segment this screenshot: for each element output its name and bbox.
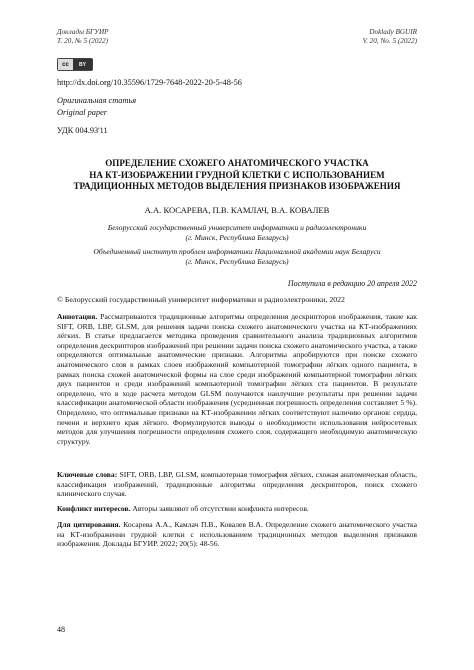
by-icon: BY	[73, 59, 92, 70]
citation-label: Для цитирования.	[57, 520, 121, 529]
affiliation-location: (г. Минск, Республика Беларусь)	[185, 256, 289, 266]
received-date: Поступила в редакцию 20 апреля 2022	[287, 279, 417, 288]
affiliation-2	[57, 247, 417, 267]
abstract	[57, 312, 417, 446]
keywords	[57, 470, 417, 499]
conflict-of-interest	[57, 504, 417, 514]
title-line: НА КТ-ИЗОБРАЖЕНИИ ГРУДНОЙ КЛЕТКИ С ИСПОЛЬЗОВАНИЕМ	[89, 169, 385, 180]
keywords-label: Ключевые слова:	[57, 470, 118, 479]
authors-line: А.А. КОСАРЕВА, П.В. КАМЛАЧ, В.А. КОВАЛЕВ	[144, 205, 330, 215]
title-line: ОПРЕДЕЛЕНИЕ СХОЖЕГО АНАТОМИЧЕСКОГО УЧАСТКА	[105, 158, 369, 168]
title-line: ТРАДИЦИОННЫХ МЕТОДОВ ВЫДЕЛЕНИЯ ПРИЗНАКОВ ИЗОБРАЖЕНИЯ	[73, 181, 401, 192]
abstract-label: Аннотация.	[57, 312, 98, 321]
article-type	[57, 95, 136, 119]
conflict-text: Авторы заявляют об отсутствии конфликта интересов.	[130, 504, 309, 513]
affiliation-name: Белорусский государственный университет информатики и радиоэлектроники	[107, 223, 367, 232]
journal-title-en: Doklady BGUIR	[369, 28, 417, 36]
article-title	[57, 158, 417, 193]
conflict-label: Конфликт интересов.	[57, 504, 131, 513]
article-type-ru: Оригинальная статья	[57, 96, 137, 105]
running-header-right	[363, 28, 417, 46]
cc-license-badge[interactable]	[57, 58, 93, 71]
abstract-text: Рассматриваются традиционные алгоритмы определения дескрипторов изображения, такие как SIFT, ORB, LBP, GLSM, для решения задачи поиска схожего анатомического участка на КТ-изображениях лёгких. В статье предлагается методика проведения сравнительного анализа традиционных алгоритмов определения дескрипторов изображений при решении задачи поиска схожего анатомического участка, а также определяются оптимальные анатомические признаки. Алгоритмы апробируются при поиске схожего анатомического слоя в рамках слоев изображений компьютерной томографии лёгких одного пациента, в рамках поиска схожей анатомической формы на слое среди изображений компьютерной томографии лёгких двух пациентов и среди изображений компьютерной томографии лёгких ста пациентов. В результате определено, что в ходе расчета методом GLSM получаются наилучшие результаты при решении задачи классификации анатомической области изображения (усредненная погрешность определения составляет 5 %). Определено, что оптимальные признаки на КТ-изображении лёгких соответствуют наличию органов: сердца, печени и верхнего края лёгкого. Формулируются выводы о необходимости использования нейросетевых методов для улучшения погрешности определения схожего слоя, содержащего необходимую анатомическую структуру.	[57, 312, 417, 446]
udk-code: УДК 004.93'11	[57, 126, 108, 135]
journal-volume-en: V. 20, No. 5 (2022)	[362, 37, 417, 45]
doi-link[interactable]: http://dx.doi.org/10.35596/1729-7648-2022-20-5-48-56	[57, 78, 242, 87]
cc-icon: cc	[58, 59, 73, 70]
journal-volume-ru: Т. 20, № 5 (2022)	[57, 37, 109, 45]
affiliation-location: (г. Минск, Республика Беларусь)	[185, 232, 289, 242]
article-type-en: Original paper	[57, 108, 108, 117]
affiliation-1	[57, 223, 417, 243]
page-number: 48	[57, 625, 65, 634]
affiliation-name: Объединенный институт проблем информатики Национальной академии наук Беларуси	[93, 247, 381, 256]
citation	[57, 520, 417, 549]
keywords-text: SIFT, ORB, LBP, GLSM, компьютерная томография лёгких, схожая анатомическая область, классификация изображений, традиционные алгоритмы определения дескрипторов, поиск схожего клинического случая.	[57, 470, 417, 499]
copyright-notice: © Белорусский государственный университет информатики и радиоэлектроники, 2022	[57, 295, 345, 304]
journal-title-ru: Доклады БГУИР	[57, 28, 109, 36]
running-header-left	[57, 28, 109, 46]
citation-text: Косарева А.А., Камлач П.В., Ковалев В.А. Определение схожего анатомического участка на КТ-изображении грудной клетки с использованием традиционных методов выделения признаков изображения. Доклады БГУИР. 2022; 20(5): 48-56.	[57, 520, 417, 549]
